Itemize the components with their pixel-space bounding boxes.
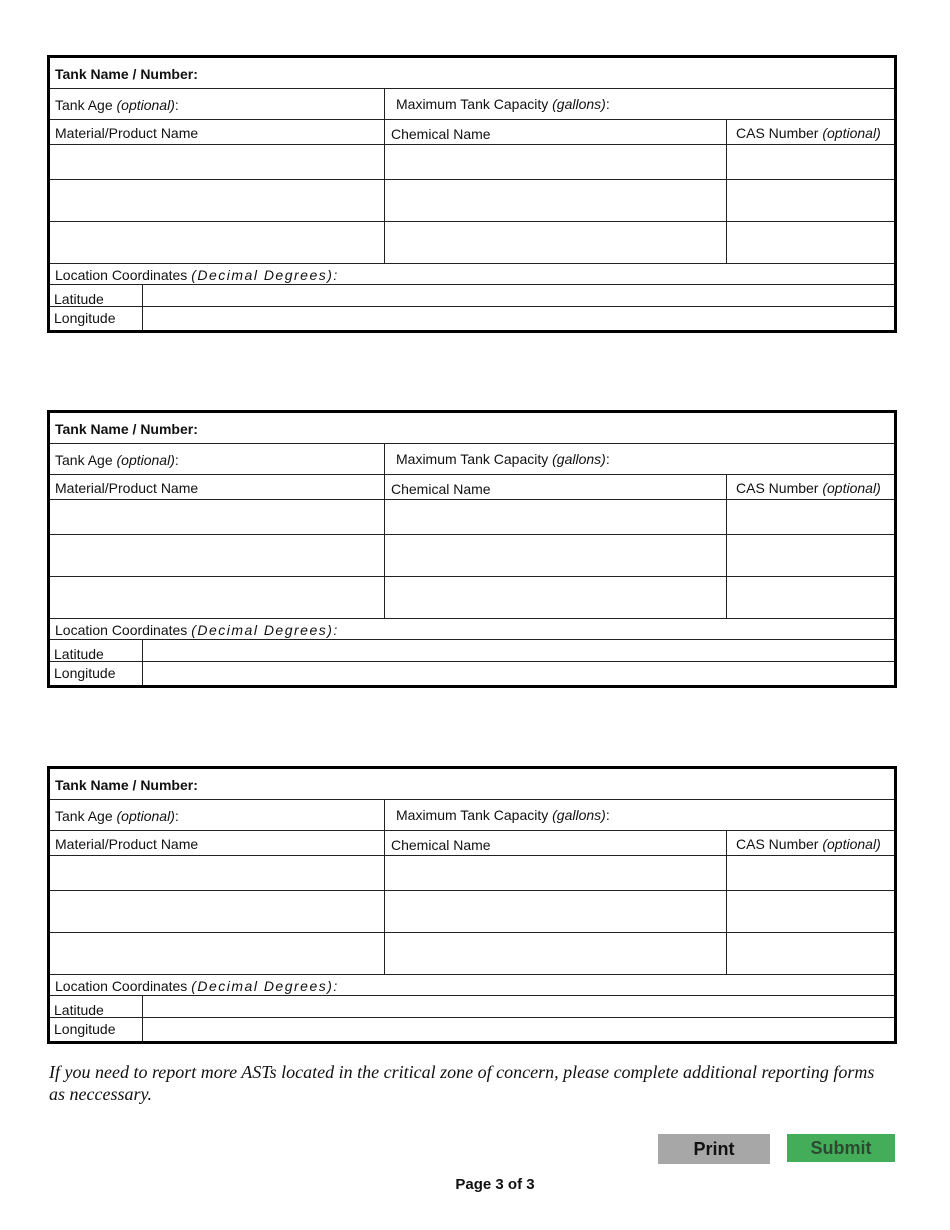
max-capacity-field[interactable] <box>615 800 894 830</box>
instruction-note: If you need to report more ASTs located in the critical zone of concern, please complete additional reporting forms as neccessary. <box>49 1062 875 1104</box>
tank-age-field[interactable] <box>185 444 380 474</box>
latitude-label: Latitude <box>54 1002 104 1018</box>
cas-column-header: CAS Number (optional) <box>736 836 881 852</box>
longitude-field[interactable] <box>143 1018 894 1041</box>
chemical-cell[interactable] <box>385 856 726 890</box>
tank-name-label: Tank Name / Number: <box>55 777 198 793</box>
tank-name-label: Tank Name / Number: <box>55 421 198 437</box>
tank-age-field[interactable] <box>185 89 380 119</box>
tank-name-field[interactable] <box>200 58 894 88</box>
cas-cell[interactable] <box>727 500 894 534</box>
tank-form-1 <box>47 55 897 333</box>
cas-cell[interactable] <box>727 222 894 263</box>
max-capacity-label: Maximum Tank Capacity (gallons): <box>396 96 610 112</box>
chemical-cell[interactable] <box>385 933 726 974</box>
material-column-header: Material/Product Name <box>55 125 199 141</box>
longitude-label: Longitude <box>54 310 116 326</box>
material-cell[interactable] <box>50 180 384 221</box>
tank-form-3 <box>47 766 897 1044</box>
chemical-column-header: Chemical Name <box>391 481 491 497</box>
material-cell[interactable] <box>50 933 384 974</box>
latitude-label: Latitude <box>54 646 104 662</box>
longitude-label: Longitude <box>54 1021 116 1037</box>
material-cell[interactable] <box>50 535 384 576</box>
tank-age-label: Tank Age (optional): <box>55 452 179 468</box>
latitude-field[interactable] <box>143 285 894 306</box>
chemical-column-header: Chemical Name <box>391 837 491 853</box>
cas-cell[interactable] <box>727 891 894 932</box>
tank-age-label: Tank Age (optional): <box>55 808 179 824</box>
cas-cell[interactable] <box>727 180 894 221</box>
longitude-field[interactable] <box>143 662 894 685</box>
latitude-field[interactable] <box>143 996 894 1017</box>
material-cell[interactable] <box>50 500 384 534</box>
max-capacity-field[interactable] <box>615 89 894 119</box>
chemical-cell[interactable] <box>385 500 726 534</box>
longitude-label: Longitude <box>54 665 116 681</box>
location-coordinates-label: Location Coordinates (Decimal Degrees): <box>55 267 339 283</box>
max-capacity-label: Maximum Tank Capacity (gallons): <box>396 451 610 467</box>
cas-cell[interactable] <box>727 535 894 576</box>
material-cell[interactable] <box>50 577 384 618</box>
tank-name-field[interactable] <box>200 769 894 799</box>
tank-name-label: Tank Name / Number: <box>55 66 198 82</box>
submit-button[interactable]: Submit <box>787 1134 895 1162</box>
tank-name-field[interactable] <box>200 413 894 443</box>
material-column-header: Material/Product Name <box>55 836 199 852</box>
print-button[interactable]: Print <box>658 1134 770 1164</box>
chemical-cell[interactable] <box>385 222 726 263</box>
chemical-cell[interactable] <box>385 180 726 221</box>
chemical-cell[interactable] <box>385 145 726 179</box>
latitude-field[interactable] <box>143 640 894 661</box>
max-capacity-field[interactable] <box>615 444 894 474</box>
max-capacity-label: Maximum Tank Capacity (gallons): <box>396 807 610 823</box>
material-column-header: Material/Product Name <box>55 480 199 496</box>
chemical-cell[interactable] <box>385 577 726 618</box>
material-cell[interactable] <box>50 891 384 932</box>
chemical-column-header: Chemical Name <box>391 126 491 142</box>
page-number: Page 3 of 3 <box>455 1176 535 1193</box>
location-coordinates-label: Location Coordinates (Decimal Degrees): <box>55 622 339 638</box>
cas-cell[interactable] <box>727 577 894 618</box>
cas-cell[interactable] <box>727 856 894 890</box>
material-cell[interactable] <box>50 856 384 890</box>
location-coordinates-label: Location Coordinates (Decimal Degrees): <box>55 978 339 994</box>
tank-form-2 <box>47 410 897 688</box>
chemical-cell[interactable] <box>385 891 726 932</box>
cas-cell[interactable] <box>727 145 894 179</box>
tank-age-field[interactable] <box>185 800 380 830</box>
cas-column-header: CAS Number (optional) <box>736 125 881 141</box>
cas-cell[interactable] <box>727 933 894 974</box>
chemical-cell[interactable] <box>385 535 726 576</box>
cas-column-header: CAS Number (optional) <box>736 480 881 496</box>
material-cell[interactable] <box>50 222 384 263</box>
material-cell[interactable] <box>50 145 384 179</box>
tank-age-label: Tank Age (optional): <box>55 97 179 113</box>
longitude-field[interactable] <box>143 307 894 330</box>
latitude-label: Latitude <box>54 291 104 307</box>
